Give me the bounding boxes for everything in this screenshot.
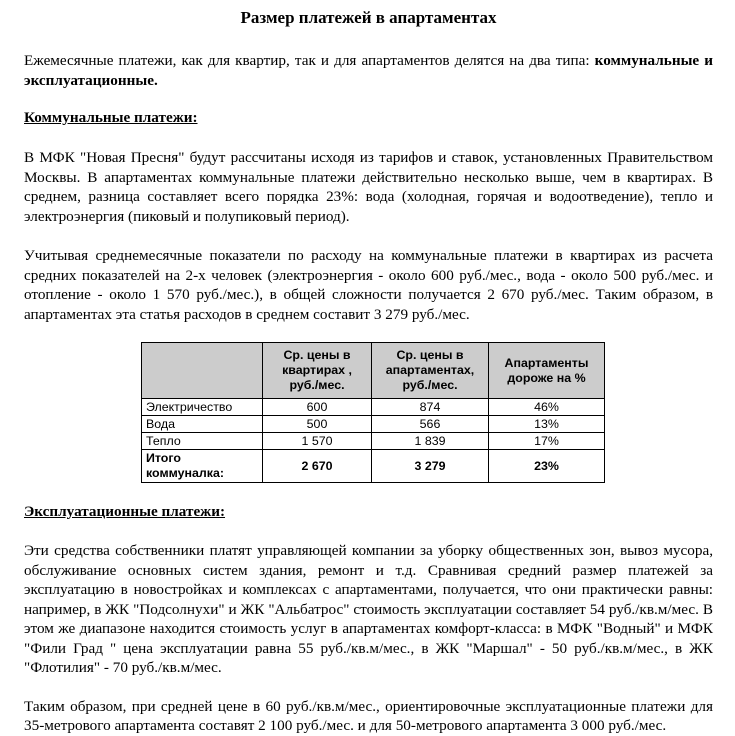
utilities-comparison-table <box>141 342 605 483</box>
table-cell: 17% <box>489 433 605 450</box>
intro-paragraph <box>24 51 713 90</box>
table-header-cell: Ср. цены в апартаментах, руб./мес. <box>372 343 489 399</box>
table-total-row <box>142 450 605 483</box>
table-row <box>142 416 605 433</box>
table-cell: 1 839 <box>372 433 489 450</box>
table-header-row <box>142 343 605 399</box>
table-row <box>142 399 605 416</box>
utilities-table-wrapper <box>141 342 713 483</box>
intro-bold-text: коммунальные и эксплуатационные. <box>24 52 713 89</box>
table-cell: Вода <box>142 416 263 433</box>
table-header-cell <box>142 343 263 399</box>
table-cell: 874 <box>372 399 489 416</box>
utilities-paragraph-2: Учитывая среднемесячные показатели по расходу на коммунальные платежи в квартирах из расчета средних показателей на 2-х человек (электроэнергия - около 600 руб./мес., вода - около 500 руб./мес. и отопление - около 1 570 руб./мес.), в общей сложности получается 2 670 руб./мес. Таким образом, в апартаментах эта статья расходов в среднем составит 3 279 руб./мес. <box>24 247 713 323</box>
table-total-cell: Итого коммуналка: <box>142 450 263 483</box>
table-total-cell: 23% <box>489 450 605 483</box>
table-header-cell: Апартаменты дороже на % <box>489 343 605 399</box>
table-cell: 500 <box>263 416 372 433</box>
maintenance-paragraph-2: Таким образом, при средней цене в 60 руб./кв.м/мес., ориентировочные эксплуатационные платежи для 35-метрового апартамента составят 2 100 руб./мес. и для 50-метрового апартамента 3 000 руб./мес. <box>24 697 713 734</box>
section-heading-utilities: Коммунальные платежи: <box>24 109 198 126</box>
table-cell: 13% <box>489 416 605 433</box>
table-total-cell: 2 670 <box>263 450 372 483</box>
table-row <box>142 433 605 450</box>
table-cell: 566 <box>372 416 489 433</box>
section-heading-maintenance: Эксплуатационные платежи: <box>24 503 226 520</box>
table-cell: Тепло <box>142 433 263 450</box>
maintenance-paragraph-1: Эти средства собственники платят управляющей компании за уборку общественных зон, вывоз мусора, обслуживание основных систем здания, ремонт и т.д. Сравнивая средний размер платежей за эксплуатацию в новостройках и комплексах с апартаментами, получается, что они практически равны: например, в ЖК "Подсолнухи" и ЖК "Альбатрос" стоимость эксплуатации составляет 54 руб./кв.м/мес. В этом же диапазоне находится стоимость услуг в апартаментах комфорт-класса: в МФК "Водный" и МФК "Фили Град " цена эксплуатации равна 55 руб./кв.м/мес., в ЖК "Маршал" - 50 руб./кв.м/мес., в ЖК "Флотилия" - 70 руб./кв.м/мес. <box>24 542 713 676</box>
intro-text: Ежемесячные платежи, как для квартир, так и для апартаментов делятся на два типа: <box>24 52 590 69</box>
table-cell: 1 570 <box>263 433 372 450</box>
utilities-paragraph-1: В МФК "Новая Пресня" будут рассчитаны исходя из тарифов и ставок, установленных Правительством Москвы. В апартаментах коммунальные платежи действительно несколько выше, чем в квартирах. В среднем, разница составляет всего порядка 23%: вода (холодная, горячая и водоотведение), тепло и электроэнергия (пиковый и полупиковый период). <box>24 149 713 225</box>
page-title: Размер платежей в апартаментах <box>240 8 497 27</box>
table-cell: Электричество <box>142 399 263 416</box>
document-page <box>24 0 713 736</box>
table-cell: 600 <box>263 399 372 416</box>
table-total-cell: 3 279 <box>372 450 489 483</box>
table-cell: 46% <box>489 399 605 416</box>
table-header-cell: Ср. цены в квартирах , руб./мес. <box>263 343 372 399</box>
